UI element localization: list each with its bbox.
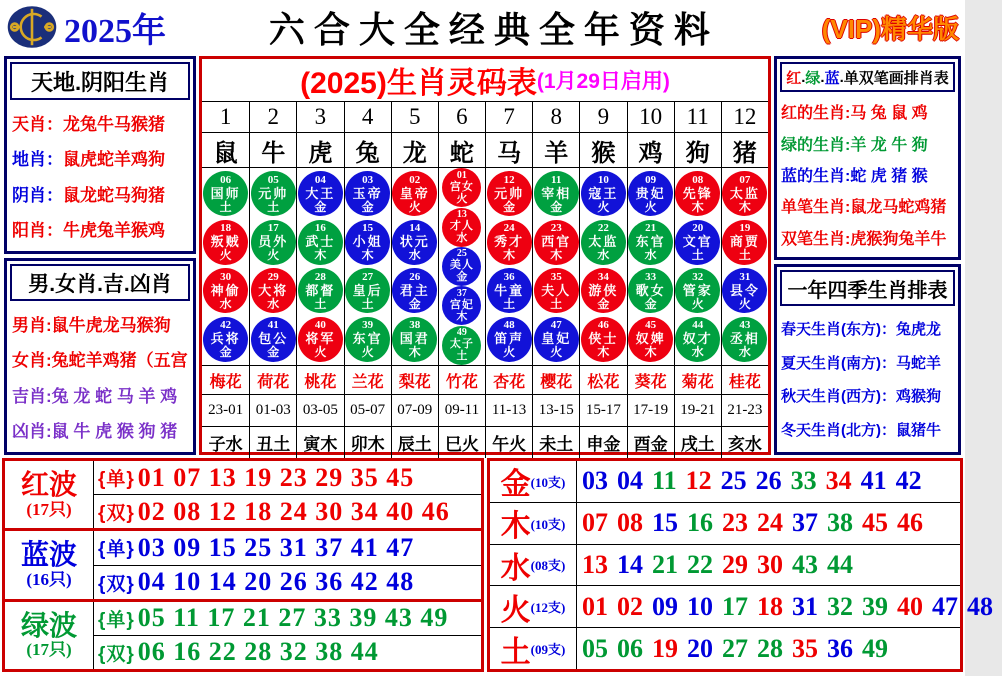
flower-cell: 菊花 [674, 365, 721, 394]
time-range-cell: 03-05 [296, 394, 343, 426]
element-number: 09 [652, 591, 678, 621]
element-numbers [577, 503, 960, 544]
season-zodiac-row: 夏天生肖(南方)：马蛇羊 [781, 354, 941, 372]
element-number: 29 [722, 549, 748, 579]
element-number: 28 [757, 633, 783, 663]
time-range-cell: 07-09 [391, 394, 438, 426]
zodiac-list-row: 天肖：龙兔牛马猴猪 [12, 115, 165, 135]
season-zodiac-row: 冬天生肖(北方)：鼠猪牛 [781, 421, 941, 439]
ball-column [579, 167, 626, 365]
number-ball: 07 太监 木 [722, 171, 767, 216]
zodiac-animal-cell: 虎 [296, 132, 343, 167]
column-number-cell: 5 [391, 101, 438, 132]
season-zodiac-row: 秋天生肖(西方)：鸡猴狗 [781, 388, 941, 406]
earthly-branch-cell: 酉金 [627, 426, 674, 458]
earthly-branch-cell: 未土 [532, 426, 579, 458]
number-ball: 15 小姐 木 [345, 220, 390, 265]
element-number: 48 [967, 591, 993, 621]
element-number: 04 [617, 466, 643, 496]
element-number: 47 [932, 591, 958, 621]
number-ball: 39 东官 火 [345, 317, 390, 362]
column-number-cell: 11 [674, 101, 721, 132]
element-number: 39 [862, 591, 888, 621]
column-number-cell: 9 [579, 101, 626, 132]
column-number-cell: 6 [438, 101, 485, 132]
panel-male-female-rows [7, 301, 193, 452]
table-grid [202, 101, 768, 458]
number-ball: 04 大王 金 [298, 171, 343, 216]
zodiac-animal-cell: 牛 [249, 132, 296, 167]
earthly-branch-cell: 戌土 [674, 426, 721, 458]
zodiac-list-row: 阴肖：鼠龙蛇马狗猪 [12, 185, 165, 205]
column-number-cell: 8 [532, 101, 579, 132]
zodiac-animal-cell: 猴 [579, 132, 626, 167]
wave-number-row: {双} 02 08 12 18 24 30 34 40 46 [94, 494, 481, 528]
wave-number-row: {双} 06 16 22 28 32 38 44 [94, 635, 481, 669]
number-ball: 26 君主 金 [392, 268, 437, 313]
earthly-branch-cell: 丑土 [249, 426, 296, 458]
element-number: 19 [652, 633, 678, 663]
zodiac-list-row: 女肖:兔蛇羊鸡猪（五宫 [12, 351, 188, 371]
element-number: 36 [827, 633, 853, 663]
element-label: 金 (10支) [490, 461, 577, 502]
zodiac-list-row: 蓝的生肖:蛇 虎 猪 猴 [781, 167, 928, 185]
brand-logo-icon [6, 4, 58, 50]
number-ball: 29 大将 水 [251, 268, 296, 313]
element-number: 18 [757, 591, 783, 621]
zodiac-animal-cell: 兔 [344, 132, 391, 167]
title-segment: . [820, 68, 825, 86]
element-number: 41 [860, 466, 887, 496]
number-ball: 35 夫人 土 [534, 268, 579, 313]
earthly-branch-cell: 巳火 [438, 426, 485, 458]
element-number: 02 [617, 591, 643, 621]
title-segment: 绿 [805, 69, 821, 87]
panel-color-stroke-title [780, 62, 955, 92]
element-row [490, 502, 960, 544]
wave-number-row: {双} 04 10 14 20 26 36 42 48 [94, 565, 481, 599]
number-ball: 08 先锋 木 [675, 171, 720, 216]
number-ball: 17 员外 火 [251, 220, 296, 265]
time-range-cell: 09-11 [438, 394, 485, 426]
element-number: 17 [722, 591, 748, 621]
element-row [490, 544, 960, 586]
flower-cell: 兰花 [344, 365, 391, 394]
number-ball: 44 奴才 水 [675, 317, 720, 362]
number-ball: 24 秀才 木 [487, 220, 532, 265]
earthly-branch-cell: 申金 [579, 426, 626, 458]
element-number: 21 [652, 549, 678, 579]
number-ball: 27 皇后 土 [345, 268, 390, 313]
number-ball: 48 笛声 火 [487, 317, 532, 362]
number-ball: 43 丞相 水 [722, 317, 767, 362]
number-ball: 32 管家 火 [675, 268, 720, 313]
element-number: 06 [617, 633, 643, 663]
number-ball: 33 歌女 金 [628, 268, 673, 313]
zodiac-list-row: 地肖：鼠虎蛇羊鸡狗 [12, 150, 165, 170]
flower-cell: 杏花 [485, 365, 532, 394]
wave-group [5, 599, 481, 669]
table-title [202, 59, 768, 101]
number-ball: 06 国师 土 [203, 171, 248, 216]
flower-cell: 桂花 [721, 365, 768, 394]
page-title: 六合大全经典全年资料 [268, 8, 719, 50]
zodiac-animal-cell: 鼠 [202, 132, 249, 167]
number-ball: 31 县令 火 [722, 268, 767, 313]
number-ball: 02 皇帝 火 [392, 171, 437, 216]
column-number-cell: 10 [627, 101, 674, 132]
element-number: 08 [617, 508, 643, 538]
number-ball: 41 包公 金 [251, 317, 296, 362]
element-number: 42 [895, 466, 922, 496]
element-number: 44 [827, 549, 853, 579]
element-number: 23 [722, 508, 748, 538]
zodiac-animal-cell: 龙 [391, 132, 438, 167]
wave-label: 红波 (17只) [5, 461, 94, 528]
ball-column [296, 167, 343, 365]
element-number: 45 [862, 508, 888, 538]
panel-color-stroke-zodiac [774, 56, 961, 260]
number-ball: 16 武士 木 [298, 220, 343, 265]
element-number: 27 [722, 633, 748, 663]
ball-column [532, 167, 579, 365]
element-number: 24 [757, 508, 783, 538]
column-number-cell: 7 [485, 101, 532, 132]
element-number: 07 [582, 508, 608, 538]
element-number: 10 [687, 591, 713, 621]
zodiac-list-row: 红的生肖:马 兔 鼠 鸡 [781, 105, 928, 123]
element-label: 火 (12支) [490, 586, 577, 627]
number-ball: 20 文官 土 [675, 220, 720, 265]
time-range-cell: 17-19 [627, 394, 674, 426]
element-number: 12 [685, 466, 712, 496]
time-range-cell: 15-17 [579, 394, 626, 426]
zodiac-list-row: 单笔生肖:鼠龙马蛇鸡猪 [781, 199, 947, 217]
number-ball: 21 东官 水 [628, 220, 673, 265]
element-numbers [577, 545, 960, 586]
column-number-cell: 3 [296, 101, 343, 132]
flower-cell: 樱花 [532, 365, 579, 394]
ball-column [485, 167, 532, 365]
element-numbers [577, 461, 960, 502]
element-number: 46 [897, 508, 923, 538]
element-number: 14 [617, 549, 643, 579]
season-zodiac-row: 春天生肖(东方)：兔虎龙 [781, 321, 941, 339]
earthly-branch-cell: 卯木 [344, 426, 391, 458]
earthly-branch-cell: 亥水 [721, 426, 768, 458]
panel-four-seasons-title: 一年四季生肖排表 [780, 270, 955, 306]
element-label: 土 (09支) [490, 628, 577, 669]
number-ball: 12 元帅 金 [487, 171, 532, 216]
zodiac-animal-cell: 猪 [721, 132, 768, 167]
earthly-branch-cell: 子水 [202, 426, 249, 458]
time-range-cell: 19-21 [674, 394, 721, 426]
element-label: 木 (10支) [490, 503, 577, 544]
number-ball: 09 贵妃 火 [628, 171, 673, 216]
wave-group [5, 528, 481, 598]
flower-cell: 梨花 [391, 365, 438, 394]
number-ball: 05 元帅 土 [251, 171, 296, 216]
panel-sky-earth-rows [7, 100, 193, 251]
panel-color-stroke-rows [777, 92, 958, 257]
zodiac-list-row: 吉肖:兔 龙 蛇 马 羊 鸡 [12, 386, 178, 406]
number-ball: 01 宫女 火 [442, 168, 481, 207]
number-ball: 42 兵将 金 [203, 317, 248, 362]
title-segment: 蓝 [824, 69, 840, 87]
number-ball: 38 国君 木 [392, 317, 437, 362]
element-number: 40 [897, 591, 923, 621]
flower-cell: 松花 [579, 365, 626, 394]
element-number: 25 [720, 466, 747, 496]
time-range-cell: 01-03 [249, 394, 296, 426]
time-range-cell: 13-15 [532, 394, 579, 426]
element-number: 05 [582, 633, 608, 663]
flower-cell: 葵花 [627, 365, 674, 394]
element-number: 32 [827, 591, 853, 621]
wave-number-row: {单} 01 07 13 19 23 29 35 45 [98, 462, 415, 492]
wave-group [5, 461, 481, 528]
ball-column [249, 167, 296, 365]
table-title-main: (2025)生肖灵码表 [300, 67, 537, 100]
element-number: 31 [792, 591, 818, 621]
element-number: 35 [792, 633, 818, 663]
element-number: 16 [687, 508, 713, 538]
ball-column [202, 167, 249, 365]
number-ball: 18 叛贼 火 [203, 220, 248, 265]
element-numbers [577, 586, 1002, 627]
number-ball: 25 美人 金 [442, 247, 481, 286]
wave-groups-table [2, 458, 484, 672]
title-segment: . [839, 68, 844, 86]
ball-column [674, 167, 721, 365]
column-number-cell: 2 [249, 101, 296, 132]
number-ball: 03 玉帝 金 [345, 171, 390, 216]
element-number: 34 [825, 466, 852, 496]
wave-label: 蓝波 (16只) [5, 531, 94, 598]
element-number: 22 [687, 549, 713, 579]
ball-column [627, 167, 674, 365]
element-number: 49 [862, 633, 888, 663]
element-row [490, 461, 960, 502]
earthly-branch-cell: 午火 [485, 426, 532, 458]
number-ball: 19 商贾 土 [722, 220, 767, 265]
five-elements-table [487, 458, 993, 672]
number-ball: 11 宰相 金 [534, 171, 579, 216]
year-label: 2025年 [64, 12, 166, 50]
zodiac-list-row: 双笔生肖:虎猴狗兔羊牛 [781, 230, 947, 248]
element-number: 38 [827, 508, 853, 538]
time-range-cell: 05-07 [344, 394, 391, 426]
element-number: 26 [755, 466, 782, 496]
element-number: 20 [687, 633, 713, 663]
title-segment: 红 [786, 69, 802, 87]
number-ball: 10 寇王 火 [581, 171, 626, 216]
zodiac-list-row: 绿的生肖:羊 龙 牛 狗 [781, 136, 928, 154]
zodiac-animal-cell: 狗 [674, 132, 721, 167]
page-header [0, 0, 965, 54]
zodiac-list-row: 凶肖:鼠 牛 虎 猴 狗 猪 [12, 421, 178, 441]
element-numbers [577, 628, 960, 669]
ball-column [344, 167, 391, 365]
flower-cell: 桃花 [296, 365, 343, 394]
vip-badge: (VIP)精华版 [821, 13, 959, 44]
title-segment: 单双笔画排肖表 [843, 69, 949, 87]
zodiac-animal-cell: 蛇 [438, 132, 485, 167]
wave-number-row: {单} 03 09 15 25 31 37 41 47 [98, 532, 415, 562]
element-label: 水 (08支) [490, 545, 577, 586]
number-ball: 47 皇妃 火 [534, 317, 579, 362]
ball-column [438, 167, 485, 365]
earthly-branch-cell: 辰土 [391, 426, 438, 458]
time-range-cell: 11-13 [485, 394, 532, 426]
title-segment: . [801, 68, 806, 86]
panel-four-seasons [774, 264, 961, 455]
wave-label: 绿波 (17只) [5, 602, 94, 669]
number-ball: 30 神偷 水 [203, 268, 248, 313]
number-ball: 22 太监 水 [581, 220, 626, 265]
number-ball: 14 状元 水 [392, 220, 437, 265]
element-number: 43 [792, 549, 818, 579]
number-ball: 23 西官 木 [534, 220, 579, 265]
panel-sky-earth-title: 天地.阴阳生肖 [10, 62, 190, 100]
panel-sky-earth-zodiac [4, 56, 196, 254]
zodiac-list-row: 男肖:鼠牛虎龙马猴狗 [12, 316, 171, 336]
zodiac-animal-cell: 鸡 [627, 132, 674, 167]
flower-cell: 梅花 [202, 365, 249, 394]
flower-cell: 荷花 [249, 365, 296, 394]
column-number-cell: 12 [721, 101, 768, 132]
number-ball: 46 侠士 木 [581, 317, 626, 362]
element-row [490, 585, 993, 627]
element-number: 01 [582, 591, 608, 621]
zodiac-animal-cell: 马 [485, 132, 532, 167]
wave-number-row: {单} 05 11 17 21 27 33 39 43 49 [98, 603, 449, 633]
element-number: 33 [790, 466, 817, 496]
zodiac-list-row: 阳肖：牛虎兔羊猴鸡 [12, 220, 165, 240]
element-number: 37 [792, 508, 818, 538]
ball-column [391, 167, 438, 365]
element-number: 03 [582, 466, 608, 496]
number-ball: 13 才人 水 [442, 208, 481, 247]
column-number-cell: 4 [344, 101, 391, 132]
number-ball: 45 奴婢 木 [628, 317, 673, 362]
number-ball: 36 牛童 土 [487, 268, 532, 313]
zodiac-code-table [199, 56, 771, 455]
time-range-cell: 21-23 [721, 394, 768, 426]
number-ball: 40 将军 火 [298, 317, 343, 362]
time-range-cell: 23-01 [202, 394, 249, 426]
table-title-note: (1月29日启用) [536, 70, 670, 93]
number-ball: 49 太子 土 [442, 326, 481, 365]
zodiac-animal-cell: 羊 [532, 132, 579, 167]
flower-cell: 竹花 [438, 365, 485, 394]
element-row [490, 627, 960, 669]
panel-four-seasons-rows [777, 306, 958, 452]
earthly-branch-cell: 寅木 [296, 426, 343, 458]
number-ball: 28 都督 土 [298, 268, 343, 313]
panel-male-female-title: 男.女肖.吉.凶肖 [10, 264, 190, 301]
column-number-cell: 1 [202, 101, 249, 132]
element-number: 15 [652, 508, 678, 538]
element-number: 13 [582, 549, 608, 579]
number-ball: 34 游侠 金 [581, 268, 626, 313]
ball-column [721, 167, 768, 365]
element-number: 30 [757, 549, 783, 579]
number-ball: 37 宫妃 木 [442, 286, 481, 325]
panel-male-female-zodiac [4, 258, 196, 455]
element-number: 11 [652, 466, 677, 496]
